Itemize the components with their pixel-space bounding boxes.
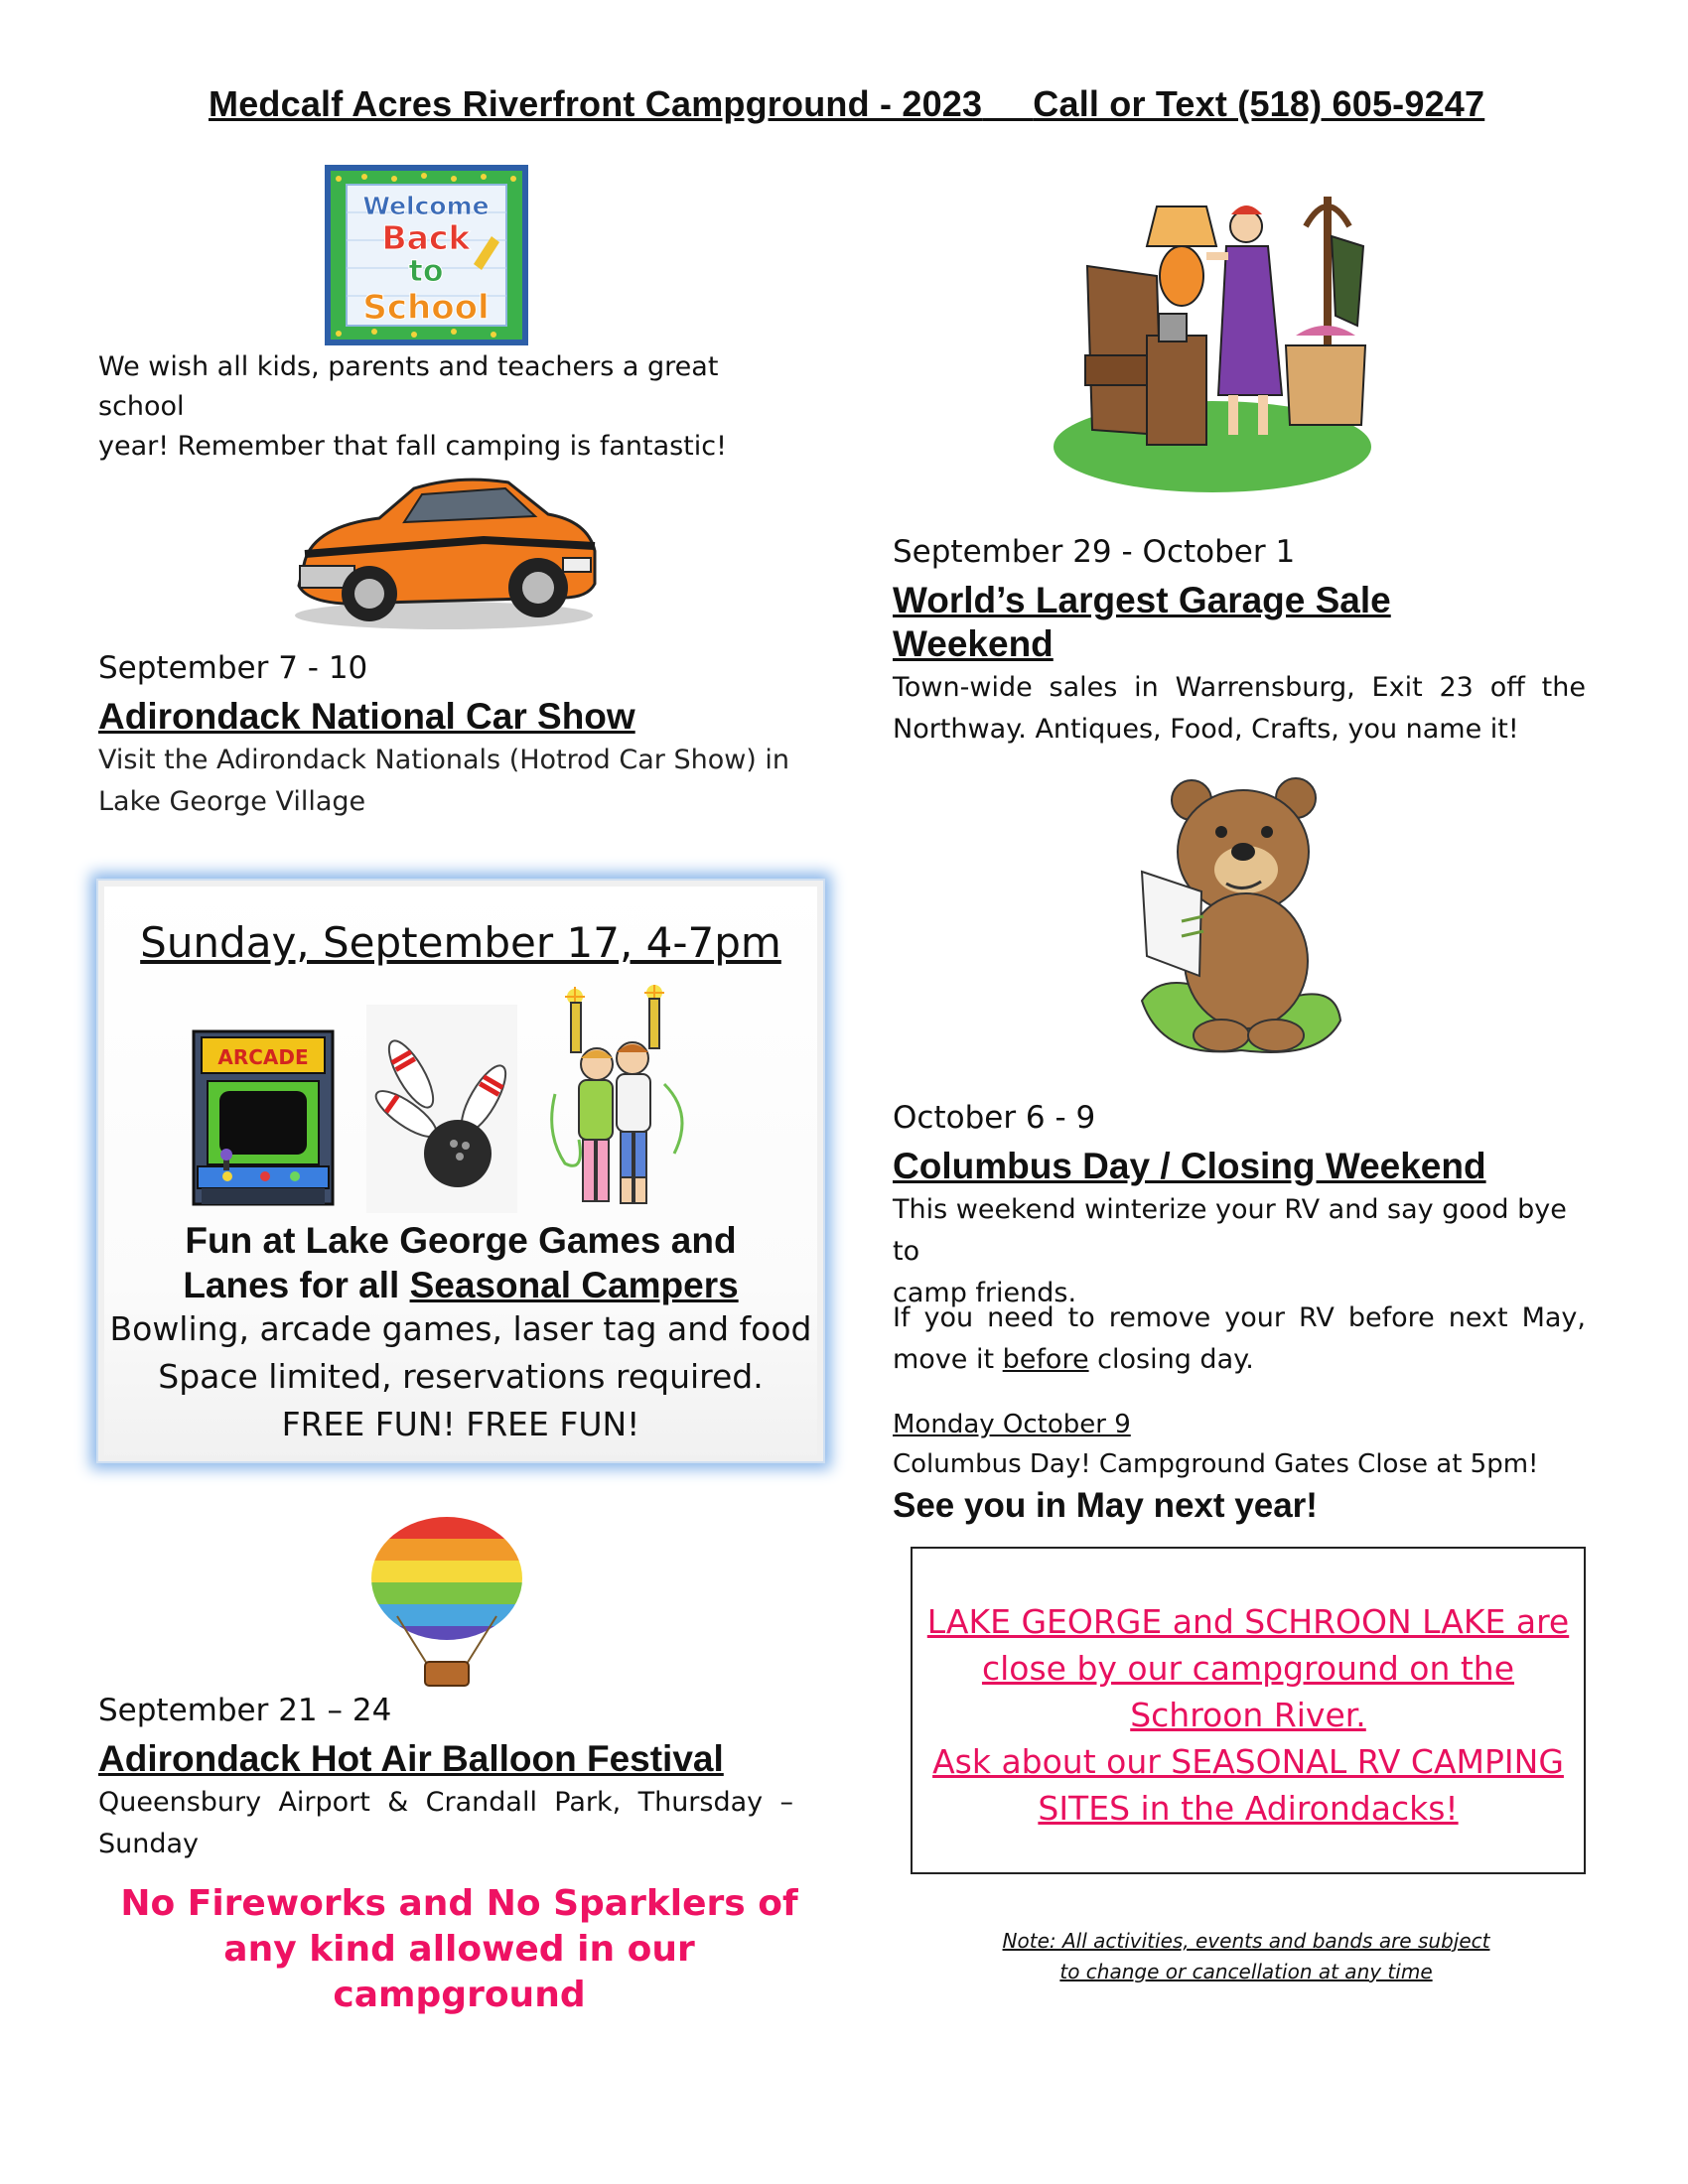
garage-sale-title-line2: Weekend	[893, 623, 1054, 664]
hotrod-car-image	[285, 467, 603, 633]
back-to-school-line1: We wish all kids, parents and teachers a great school	[98, 351, 719, 422]
fireworks-warning-line2: any kind allowed in our campground	[223, 1929, 695, 2015]
back-to-school-line2: year! Remember that fall camping is fantastic!	[98, 431, 727, 462]
disclaimer-note	[943, 1926, 1549, 1987]
balloon-description	[98, 1782, 793, 1865]
arcade-machine-image	[188, 1029, 339, 1206]
seasonal-event-activities: Bowling, arcade games, laser tag and food	[109, 1309, 812, 1348]
car-show-description	[98, 740, 823, 823]
disclaimer-line2: to change or cancellation at any time	[1059, 1960, 1433, 1983]
hot-air-balloon-image	[367, 1517, 526, 1692]
seasonal-event-title-line1: Fun at Lake George Games and	[185, 1220, 737, 1261]
seasonal-event-box	[96, 879, 825, 1463]
garage-sale-title-line1: World’s Largest Garage Sale	[893, 580, 1391, 620]
seasonal-event-date: Sunday, September 17, 4-7pm	[140, 918, 781, 967]
closing-remove-line1: If you need to remove your RV before next May,	[893, 1302, 1586, 1333]
remove-line2-suffix: closing day.	[1088, 1344, 1254, 1375]
sign-word-to: to	[408, 254, 444, 289]
garage-sale-title	[893, 579, 1391, 666]
car-show-desc-line2: Lake George Village	[98, 786, 366, 817]
monday-label: Monday October 9	[893, 1410, 1131, 1439]
seasonal-event-title	[98, 1218, 823, 1307]
page-title	[209, 83, 1484, 125]
closing-remove-line2	[893, 1339, 1586, 1381]
gates-close-text: Columbus Day! Campground Gates Close at 5pm!	[893, 1449, 1539, 1479]
seasonal-event-free: FREE FUN! FREE FUN!	[281, 1405, 640, 1443]
phone-number: Call or Text (518) 605-9247	[1033, 83, 1485, 124]
sign-word-back: Back	[381, 218, 471, 257]
sign-word-school: School	[362, 288, 490, 328]
car-show-desc-line1: Visit the Adirondack Nationals (Hotrod Car Show) in	[98, 745, 790, 775]
garage-sale-date: September 29 - October 1	[893, 534, 1296, 570]
remove-line2-prefix: move it	[893, 1344, 1003, 1375]
closing-remove-note	[893, 1297, 1586, 1381]
seasonal-event-reservation: Space limited, reservations required.	[158, 1357, 764, 1396]
seasonal-campers-link: Seasonal Campers	[409, 1265, 739, 1305]
arcade-label: ARCADE	[217, 1045, 309, 1069]
seasonal-title-prefix: Lanes for all	[183, 1265, 410, 1305]
seasonal-promo-box	[911, 1547, 1586, 1874]
promo-line5: SITES in the Adirondacks!	[1038, 1789, 1459, 1828]
balloon-desc-line1: Queensbury Airport & Crandall Park, Thursday –	[98, 1787, 793, 1818]
fireworks-warning-line1: No Fireworks and No Sparklers of	[120, 1883, 798, 1924]
bowling-image	[366, 1005, 517, 1213]
car-show-date: September 7 - 10	[98, 650, 368, 686]
balloon-date: September 21 – 24	[98, 1693, 392, 1728]
car-show-title: Adirondack National Car Show	[98, 696, 635, 737]
closing-desc-line2: camp friends.	[893, 1278, 1077, 1308]
balloon-title: Adirondack Hot Air Balloon Festival	[98, 1738, 724, 1779]
balloon-desc-line2: Sunday	[98, 1829, 200, 1859]
closing-description	[893, 1189, 1588, 1314]
back-to-school-text	[98, 347, 793, 467]
garage-sale-description	[893, 667, 1586, 751]
promo-line4: Ask about our SEASONAL RV CAMPING	[932, 1742, 1564, 1781]
remove-before-emphasis: before	[1002, 1344, 1089, 1375]
seasonal-promo-text[interactable]	[913, 1598, 1584, 1832]
back-to-school-image	[325, 165, 528, 345]
see-you-text: See you in May next year!	[893, 1486, 1318, 1525]
promo-line3: Schroon River.	[1130, 1696, 1366, 1734]
promo-line1: LAKE GEORGE and SCHROON LAKE are	[926, 1602, 1570, 1641]
promo-line2: close by our campground on the	[981, 1649, 1515, 1688]
fireworks-warning	[94, 1881, 824, 2018]
closing-desc-line1: This weekend winterize your RV and say good bye to	[893, 1194, 1567, 1267]
laser-tag-image	[535, 985, 702, 1211]
campground-name: Medcalf Acres Riverfront Campground - 2023	[209, 83, 983, 124]
seasonal-event-title-line2	[98, 1263, 823, 1307]
garage-sale-desc-line2: Northway. Antiques, Food, Crafts, you name it!	[893, 714, 1519, 745]
closing-date: October 6 - 9	[893, 1100, 1096, 1136]
garage-sale-image	[1048, 167, 1377, 494]
bear-image	[1122, 772, 1350, 1068]
garage-sale-desc-line1: Town-wide sales in Warrensburg, Exit 23 off the	[893, 672, 1586, 703]
disclaimer-line1: Note: All activities, events and bands are subject	[1002, 1929, 1490, 1953]
closing-title: Columbus Day / Closing Weekend	[893, 1146, 1486, 1186]
sign-word-welcome: Welcome	[362, 192, 490, 220]
